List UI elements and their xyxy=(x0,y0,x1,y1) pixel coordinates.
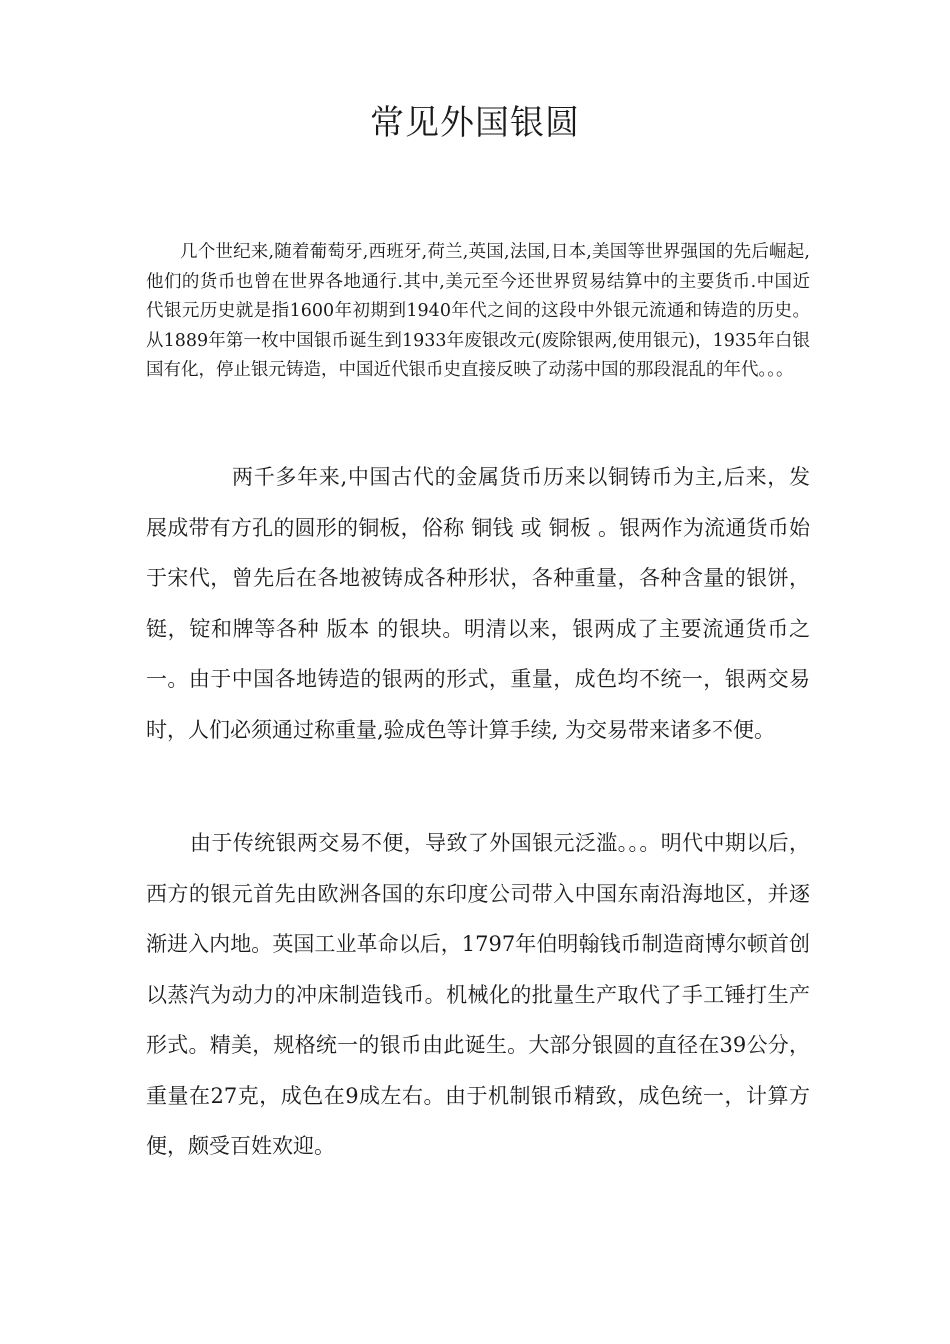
paragraph-intro: 几个世纪来,随着葡萄牙,西班牙,荷兰,英国,法国,日本,美国等世界强国的先后崛起,他们的货币也曾在世界各地通行.其中,美元至今还世界贸易结算中的主要货币.中国近代银元历史就是指1600年初期到1940年代之间的这段中外银元流通和铸造的历史。从1889年第一枚中国银币诞生到1933年废银改元(废除银两,使用银元)，1935年白银国有化，停止银元铸造，中国近代银币史直接反映了动荡中国的那段混乱的年代。。。 xyxy=(146,242,810,380)
paragraph-foreign-silver: 由于传统银两交易不便，导致了外国银元泛滥。。。明代中期以后，西方的银元首先由欧洲各国的东印度公司带入中国东南沿海地区，并逐渐进入内地。英国工业革命以后，1797年伯明翰钱币制造商博尔顿首创以蒸汽为动力的冲床制造钱币。机械化的批量生产取代了手工锤打生产形式。精美，规格统一的银币由此诞生。大部分银圆的直径在39公分，重量在27克，成色在9成左右。由于机制银币精致，成色统一，计算方便，颇受百姓欢迎。 xyxy=(146,831,810,1158)
paragraph-ancient-currency: 两千多年来,中国古代的金属货币历来以铜铸币为主,后来，发展成带有方孔的圆形的铜板，俗称 铜钱 或 铜板 。银两作为流通货币始于宋代，曾先后在各地被铸成各种形状，各种重量，各种含量的银饼，铤，锭和牌等各种 版本 的银块。明清以来，银两成了主要流通货币之一。由于中国各地铸造的银两的形式，重量，成色均不统一，银两交易时，人们必须通过称重量,验成色等计算手续, 为交易带来诸多不便。 xyxy=(146,465,810,742)
page-title: 常见外国银圆 xyxy=(370,103,580,143)
